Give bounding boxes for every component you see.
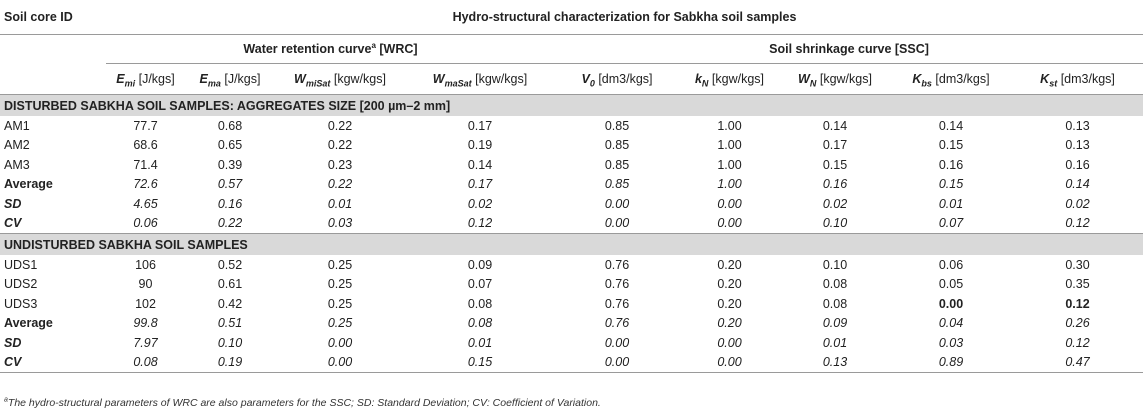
table-cell: 0.07 [467,277,493,292]
column-symbol [912,72,932,89]
table-cell: 77.7 [133,118,158,133]
footnote [4,397,601,409]
table-cell: 71.4 [133,157,158,172]
table-cell: 0.10 [217,335,243,350]
row-id: Average [4,316,53,331]
column-symbol [294,72,331,89]
table-cell: 0.68 [217,118,243,133]
row-id: AM3 [4,157,30,172]
row-id: CV [4,355,22,370]
column-symbol-subscript: maSat [444,78,472,89]
table-cell: 0.12 [1065,335,1090,350]
table-cell: 0.25 [327,296,353,311]
table-row [0,194,1143,214]
column-symbol-subscript: N [701,78,709,89]
wrc-abbr: [WRC] [379,42,418,56]
table-cell: 0.16 [1065,157,1090,172]
table-cell: 0.12 [1065,216,1090,231]
column-symbol-letter: E [199,72,208,86]
table-cell: 0.20 [717,296,742,311]
column-unit: [kgw/kgs] [711,72,765,86]
table-cell: 0.22 [327,177,353,192]
table-cell: 0.10 [822,257,848,272]
column-symbol-letter: K [912,72,922,86]
table-cell: 0.01 [467,335,493,350]
table-row [0,155,1143,175]
column-symbol-letter: W [798,72,810,86]
table-row [0,255,1143,275]
soil-core-id-header: Soil core ID [0,0,106,35]
table-cell: 0.42 [217,296,243,311]
table-cell: 0.22 [327,138,353,153]
column-symbol [581,72,595,89]
row-id: AM1 [4,118,30,133]
table-cell: 0.17 [467,118,493,133]
column-symbol [116,72,136,89]
column-symbol-subscript: N [809,78,817,89]
column-symbol-letter: W [432,72,445,86]
table-cell: 0.00 [717,335,742,350]
empty-header-cell [0,64,106,95]
row-id: UDS2 [4,277,38,292]
table-cell: 0.00 [604,355,630,370]
table-cell: 0.20 [717,257,742,272]
table-cell: 0.19 [217,355,243,370]
table-cell: 0.85 [604,138,630,153]
table-cell: 0.00 [717,355,742,370]
table-cell: 0.00 [327,355,353,370]
table-cell: 0.17 [822,138,848,153]
table-cell: 0.00 [717,196,742,211]
table-cell: 0.39 [217,157,243,172]
column-unit: [kgw/kgs] [475,72,528,86]
footnote-text: The hydro-structural parameters of WRC are also parameters for the SSC; SD: Standard Deviation; CV: Coefficient of Variation. [7,397,601,409]
section-title: UNDISTURBED SABKHA SOIL SAMPLES [0,234,1143,256]
table-cell: 68.6 [133,138,158,153]
table-cell: 0.15 [467,355,493,370]
wrc-footnote-marker: a [371,40,376,50]
table-row [0,333,1143,353]
table-cell: 0.89 [938,355,964,370]
table-cell: 0.14 [1065,177,1090,192]
table-cell: 0.47 [1065,355,1090,370]
column-symbol-letter: W [294,72,306,86]
section-title: DISTURBED SABKHA SOIL SAMPLES: AGGREGATES SIZE [200 µm–2 mm] [0,95,1143,117]
section-header [0,234,1143,256]
table-cell: 0.76 [604,277,630,292]
table-cell: 0.12 [1065,296,1090,311]
table-cell: 0.26 [1065,316,1090,331]
table-cell: 0.15 [938,177,964,192]
table-cell: 0.15 [822,157,848,172]
column-symbol-subscript: 0 [589,78,595,89]
table-cell: 0.02 [1065,196,1090,211]
table-cell: 0.25 [327,316,353,331]
table-cell: 0.19 [467,138,493,153]
table-cell: 7.97 [133,335,158,350]
table-cell: 0.09 [822,316,848,331]
column-header-w-misat [275,64,405,95]
table-cell: 0.02 [467,196,493,211]
row-id: CV [4,216,22,231]
table-cell: 0.00 [327,335,353,350]
table-cell: 0.13 [1065,138,1090,153]
table-row [0,353,1143,373]
table-cell: 0.13 [1065,118,1090,133]
wrc-title: Water retention curve [243,42,372,56]
table-cell: 0.85 [604,118,630,133]
table-cell: 0.14 [822,118,848,133]
table-cell: 0.13 [822,355,848,370]
column-unit: [dm3/kgs] [1060,72,1115,86]
table-cell: 0.30 [1065,257,1090,272]
table-cell: 0.10 [822,216,848,231]
table-cell: 0.08 [467,296,493,311]
table-cell: 0.20 [717,277,742,292]
table-cell: 0.01 [938,196,964,211]
table-cell: 0.22 [217,216,243,231]
table-cell: 0.15 [938,138,964,153]
table-body [0,95,1143,374]
row-id: UDS3 [4,296,38,311]
table-cell: 0.35 [1065,277,1090,292]
table-cell: 0.06 [133,216,158,231]
column-symbol [694,72,709,89]
column-unit: [kgw/kgs] [333,72,386,86]
column-header-w-masat [405,64,555,95]
table-cell: 0.00 [938,296,964,311]
column-header-k-bs [890,64,1012,95]
table-cell: 0.04 [938,316,964,331]
table-cell: 106 [135,257,156,272]
section-header [0,95,1143,117]
table-cell: 0.20 [717,316,742,331]
table-cell: 99.8 [133,316,158,331]
table-row [0,314,1143,334]
table-row [0,175,1143,195]
column-symbol-letter: K [1040,72,1050,86]
table-cell: 0.25 [327,257,353,272]
row-id: Average [4,177,53,192]
table-cell: 0.85 [604,157,630,172]
column-symbol-subscript: ma [207,78,221,89]
table-row [0,214,1143,234]
footnote-marker: a [4,396,8,404]
table-row [0,136,1143,156]
table-cell: 0.14 [938,118,964,133]
bottom-rule-cell [0,373,1143,374]
column-symbol-subscript: mi [124,78,136,89]
column-symbol-subscript: bs [921,78,932,89]
table-cell: 90 [138,277,153,292]
table-cell: 0.05 [938,277,964,292]
column-unit: [kgw/kgs] [819,72,872,86]
table-cell: 1.00 [717,118,742,133]
column-symbol-subscript: miSat [305,78,331,89]
table-cell: 0.08 [822,296,848,311]
table-cell: 0.08 [467,316,493,331]
wrc-header [106,35,555,64]
table-cell: 0.07 [938,216,964,231]
column-header-k-n [679,64,780,95]
table-cell: 0.01 [822,335,848,350]
table-cell: 0.01 [327,196,353,211]
table-cell: 0.76 [604,316,630,331]
table-cell: 0.76 [604,296,630,311]
ssc-header: Soil shrinkage curve [SSC] [555,35,1143,64]
column-symbol [432,72,472,89]
column-symbol-letter: V [581,72,590,86]
table-cell: 1.00 [717,157,742,172]
table-cell: 0.12 [467,216,493,231]
table-cell: 0.08 [822,277,848,292]
table-cell: 72.6 [133,177,158,192]
table-cell: 0.16 [217,196,243,211]
table-row [0,275,1143,295]
column-header-e-ma [185,64,275,95]
table-cell: 0.51 [217,316,243,331]
row-id: AM2 [4,138,30,153]
table-bottom-rule [0,373,1143,374]
column-symbol [798,72,817,89]
table-cell: 0.52 [217,257,243,272]
column-header-w-n [780,64,890,95]
table-cell: 0.00 [604,196,630,211]
table-cell: 1.00 [717,138,742,153]
table-row [0,116,1143,136]
table-cell: 0.61 [217,277,243,292]
table-cell: 0.00 [717,216,742,231]
table-cell: 0.09 [467,257,493,272]
column-symbol-letter: E [116,72,125,86]
row-id: SD [4,196,22,211]
table-cell: 0.03 [327,216,353,231]
column-header-v-0 [555,64,679,95]
table-cell: 4.65 [133,196,158,211]
main-title: Hydro-structural characterization for Sabkha soil samples [106,0,1143,35]
row-id: UDS1 [4,257,38,272]
column-symbol-subscript: st [1049,78,1058,89]
table-cell: 0.65 [217,138,243,153]
column-header-e-mi [106,64,185,95]
table-cell: 0.16 [938,157,964,172]
column-header-row [0,64,1143,95]
table-row [0,294,1143,314]
table-cell: 0.85 [604,177,630,192]
column-symbol-letter: k [694,72,702,86]
table-cell: 1.00 [717,177,742,192]
column-header-k-st [1012,64,1143,95]
table-cell: 0.22 [327,118,353,133]
column-unit: [J/kgs] [138,72,175,86]
column-unit: [dm3/kgs] [598,72,653,86]
table-cell: 0.08 [133,355,158,370]
column-symbol [199,72,221,89]
table-cell: 0.17 [467,177,493,192]
table-cell: 0.02 [822,196,848,211]
column-symbol [1040,72,1058,89]
table-cell: 0.25 [327,277,353,292]
table-cell: 0.06 [938,257,964,272]
table-cell: 0.23 [327,157,353,172]
table-cell: 0.16 [822,177,848,192]
table-cell: 0.00 [604,216,630,231]
table-cell: 0.76 [604,257,630,272]
table-cell: 0.14 [467,157,493,172]
table-cell: 0.00 [604,335,630,350]
row-id: SD [4,335,22,350]
empty-header-cell [0,35,106,64]
table-cell: 0.57 [217,177,243,192]
table-cell: 102 [135,296,156,311]
table-cell: 0.03 [938,335,964,350]
column-unit: [J/kgs] [224,72,261,86]
column-unit: [dm3/kgs] [935,72,990,86]
